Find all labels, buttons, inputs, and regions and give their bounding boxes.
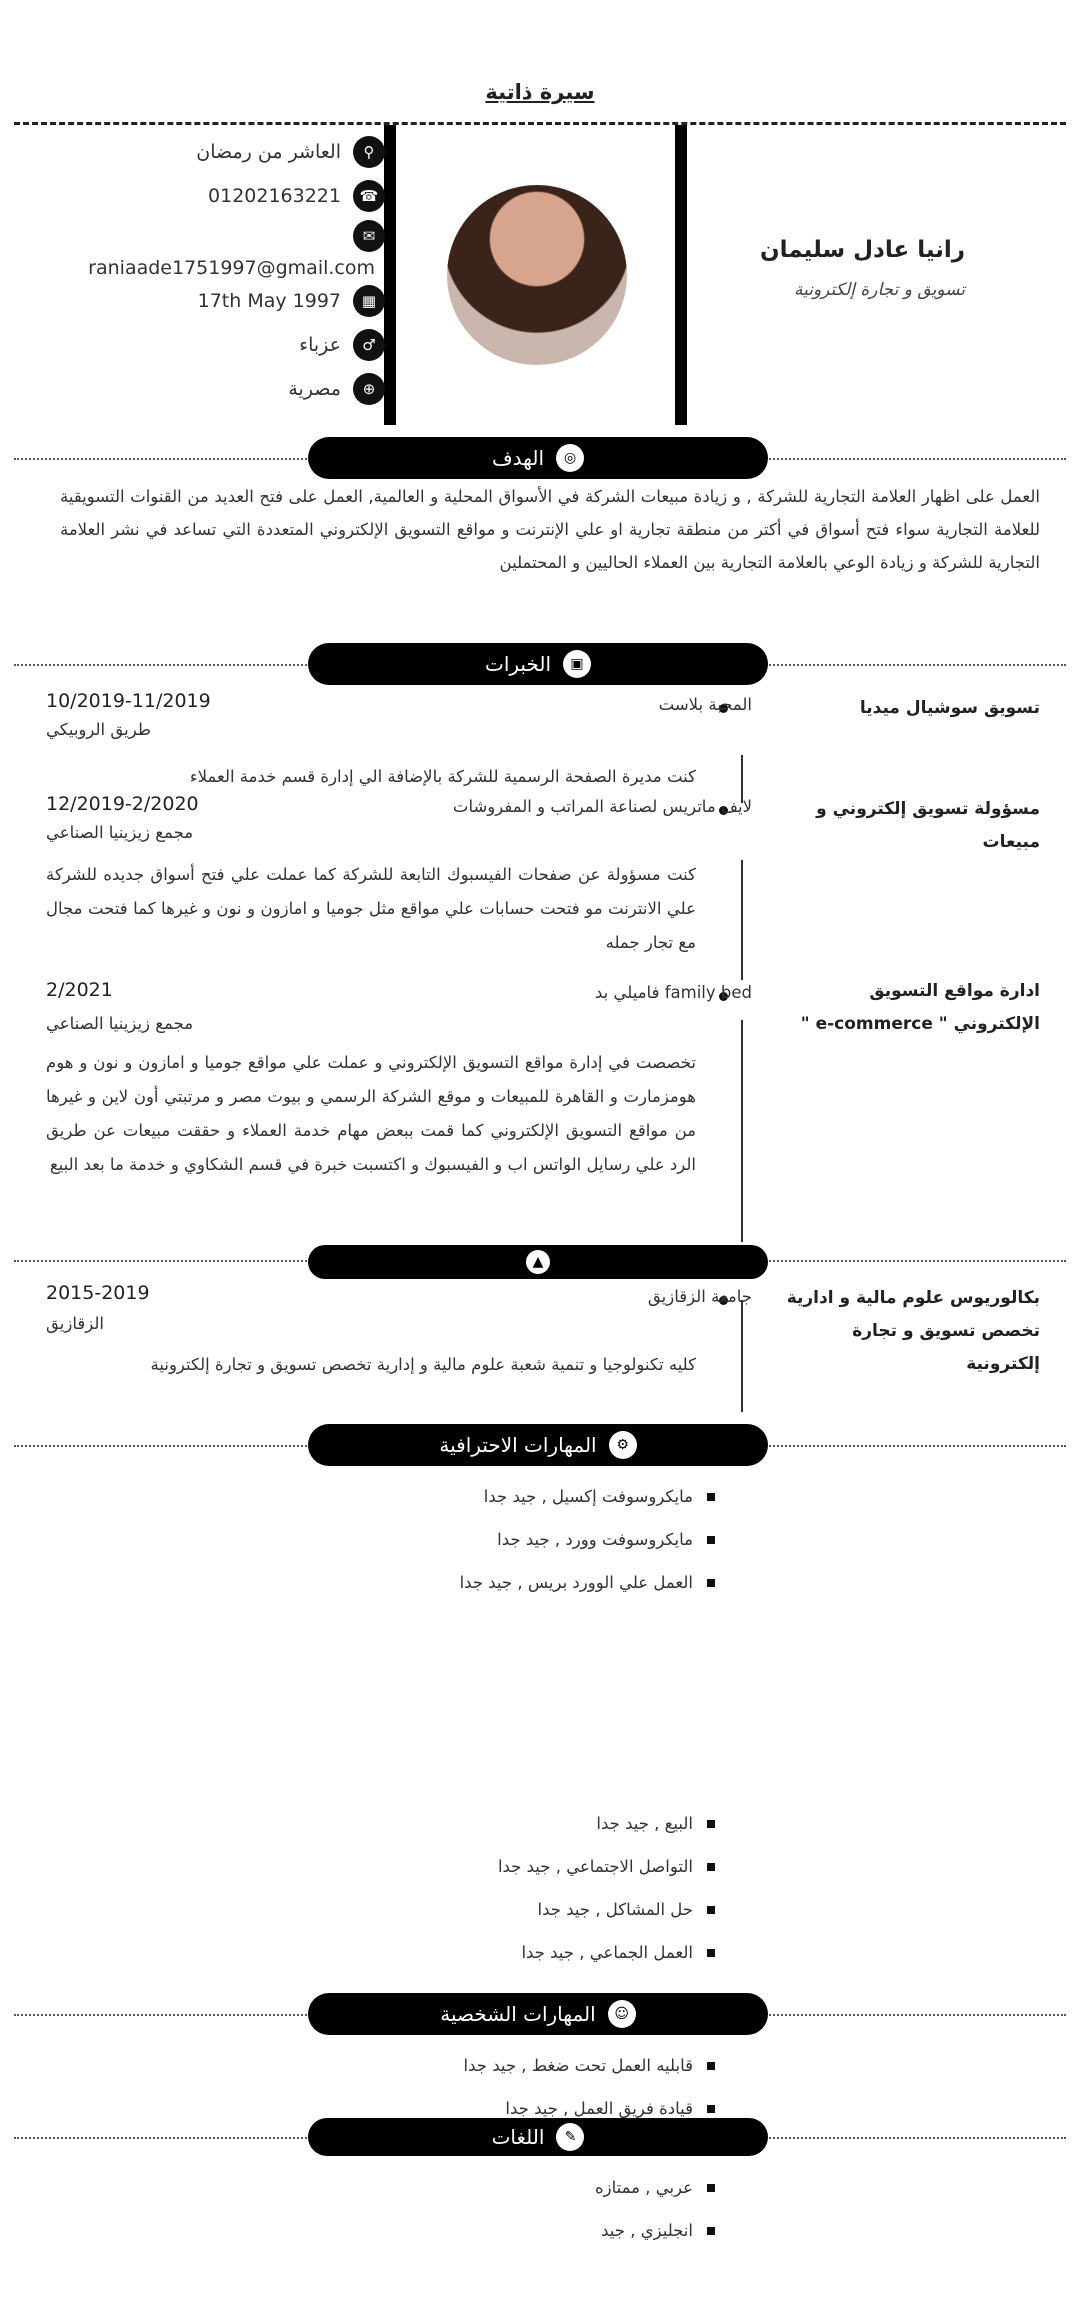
bullet-icon <box>707 1536 715 1544</box>
languages-list <box>595 2166 715 2252</box>
top-dashed-divider <box>14 122 1066 125</box>
skills-icon: ⚙ <box>609 1431 637 1459</box>
contact-address: العاشر من رمضان ⚲ <box>196 134 385 170</box>
bullet-icon <box>707 1579 715 1587</box>
education-university: جامعة الزقازيق <box>647 1287 752 1306</box>
list-item: مايكروسوفت إكسيل , جيد جدا <box>460 1475 715 1518</box>
experience-description: كنت مديرة الصفحة الرسمية للشركة بالإضافة الي إدارة قسم خدمة العملاء <box>189 767 696 786</box>
bullet-icon <box>707 1949 715 1957</box>
language-icon: ✎ <box>556 2123 584 2151</box>
experience-description: كنت مسؤولة عن صفحات الفيسبوك التابعة للشركة كما عملت علي فتح أسواق جديده للشركة علي الانترنت مو فتحت حسابات علي مواقع مثل جوميا و امازون و نون و غيرها كما فتحت مجال مع تجار جمله <box>46 865 696 952</box>
experience-description: تخصصت في إدارة مواقع التسويق الإلكتروني و عملت علي مواقع جوميا و امازون و نون و هوم هومزمارت و القاهرة للمبيعات و موقع الشركة الرسمي و بيوت مصر و مرتبتي أون لاين و غيرها من مواقع التسويق الإلكتروني كما قمت ببعض مهام خدمة العملاء و حققت مبيعات عن طريق الرد علي رسايل الواتس اب و الفيسبوك و اكتسبت خبرة في قسم الشكاوي و خدمة ما بعد البيع <box>46 1053 696 1174</box>
education-title: بكالوريوس علوم مالية و ادارية تخصص تسويق و تجارة إلكترونية <box>786 1288 1040 1374</box>
calendar-icon: ▦ <box>353 285 385 317</box>
section-header-languages: ✎ اللغات <box>308 2118 768 2156</box>
email-icon: ✉ <box>353 220 385 252</box>
experience-company: لايف ماتريس لصناعة المراتب و المفروشات <box>452 797 752 816</box>
bullet-icon <box>707 1906 715 1914</box>
header-right-bar <box>675 125 687 425</box>
experience-location: مجمع زيزينيا الصناعي <box>46 823 194 842</box>
list-item: التواصل الاجتماعي , جيد جدا <box>498 1845 715 1888</box>
education-description: كليه تكنولوجيا و تنمية شعبة علوم مالية و إدارية تخصص تسويق و تجارة إلكترونية <box>150 1355 696 1374</box>
graduation-cap-icon: ▲ <box>526 1250 550 1274</box>
experience-date: 12/2019-2/2020 <box>46 793 199 815</box>
contact-nationality: مصرية ⊕ <box>288 371 385 407</box>
objective-text: العمل على اظهار العلامة التجارية للشركة , و زيادة مبيعات الشركة في الأسواق المحلية و العالمية, العمل على فتح العديد من القنوات التسويقية للعلامة التجارية سواء فتح أسواق في أكتر من منطقة تجارية او علي الإنترنت و مواقع التسويق الإلكتروني المتعددة التي تساعد في نشر العلامة التجارية للشركة و زيادة الوعي بالعلامة التجارية بين العملاء الحاليين و المحتملين <box>60 487 1040 572</box>
location-icon: ⚲ <box>353 136 385 168</box>
list-item: البيع , جيد جدا <box>498 1802 715 1845</box>
list-item: قيادة فريق العمل , جيد جدا <box>464 2087 715 2130</box>
list-item: عربي , ممتازه <box>595 2166 715 2209</box>
bullet-icon <box>707 1493 715 1501</box>
list-item: انجليزي , جيد <box>595 2209 715 2252</box>
experience-location: طريق الروبيكي <box>46 720 151 739</box>
timeline-line <box>741 1300 743 1412</box>
people-icon: ☺ <box>608 2000 636 2028</box>
experience-date: 2/2021 <box>46 979 113 1001</box>
phone-icon: ☎ <box>353 180 385 212</box>
professional-skills-list-continued <box>498 1802 715 1974</box>
contact-phone: 01202163221 ☎ <box>208 178 385 214</box>
globe-icon: ⊕ <box>353 373 385 405</box>
bullet-icon <box>707 2227 715 2235</box>
education-date: 2015-2019 <box>46 1282 150 1304</box>
section-header-objective: ◎ الهدف <box>308 437 768 479</box>
job-title: تسويق و تجارة إلكترونية <box>794 280 965 300</box>
bullet-icon <box>707 2062 715 2070</box>
experience-date: 10/2019-11/2019 <box>46 690 211 712</box>
experience-company: المحبة بلاست <box>658 695 752 714</box>
list-item: العمل علي الوورد بريس , جيد جدا <box>460 1561 715 1604</box>
experience-company: family bed فاميلي بد <box>595 983 752 1002</box>
professional-skills-list <box>460 1475 715 1604</box>
briefcase-icon: ▣ <box>563 650 591 678</box>
contact-email-icon-row <box>353 218 385 254</box>
contact-email: raniaade1751997@gmail.com <box>88 257 375 279</box>
bullet-icon <box>707 2105 715 2113</box>
section-header-personal-skills: ☺ المهارات الشخصية <box>308 1993 768 2035</box>
experience-title: مسؤولة تسويق إلكتروني و مبيعات <box>816 799 1040 852</box>
experience-title: تسويق سوشيال ميديا <box>859 698 1040 718</box>
header-left-bar <box>384 125 396 425</box>
section-header-professional-skills: ⚙ المهارات الاحترافية <box>308 1424 768 1466</box>
section-header-education <box>308 1245 768 1279</box>
contact-marital-status: عزباء ♂ <box>299 327 385 363</box>
timeline-line <box>741 755 743 803</box>
profile-photo <box>447 185 627 365</box>
list-item: العمل الجماعي , جيد جدا <box>498 1931 715 1974</box>
timeline-line <box>741 860 743 980</box>
education-location: الزقازيق <box>46 1314 104 1333</box>
person-name: رانيا عادل سليمان <box>760 237 965 263</box>
marital-icon: ♂ <box>353 329 385 361</box>
bullet-icon <box>707 1863 715 1871</box>
timeline-line <box>741 1020 743 1242</box>
document-title: سيرة ذاتية <box>485 80 595 104</box>
list-item: قابليه العمل تحت ضغط , جيد جدا <box>464 2044 715 2087</box>
target-icon: ◎ <box>556 444 584 472</box>
contact-birthdate: 17th May 1997 ▦ <box>198 283 385 319</box>
list-item: حل المشاكل , جيد جدا <box>498 1888 715 1931</box>
section-header-experience: ▣ الخبرات <box>308 643 768 685</box>
experience-location: مجمع زيزينيا الصناعي <box>46 1014 194 1033</box>
list-item: مايكروسوفت وورد , جيد جدا <box>460 1518 715 1561</box>
experience-title: ادارة مواقع التسويق الإلكتروني " e-commerce " <box>800 981 1040 1034</box>
bullet-icon <box>707 2184 715 2192</box>
bullet-icon <box>707 1820 715 1828</box>
